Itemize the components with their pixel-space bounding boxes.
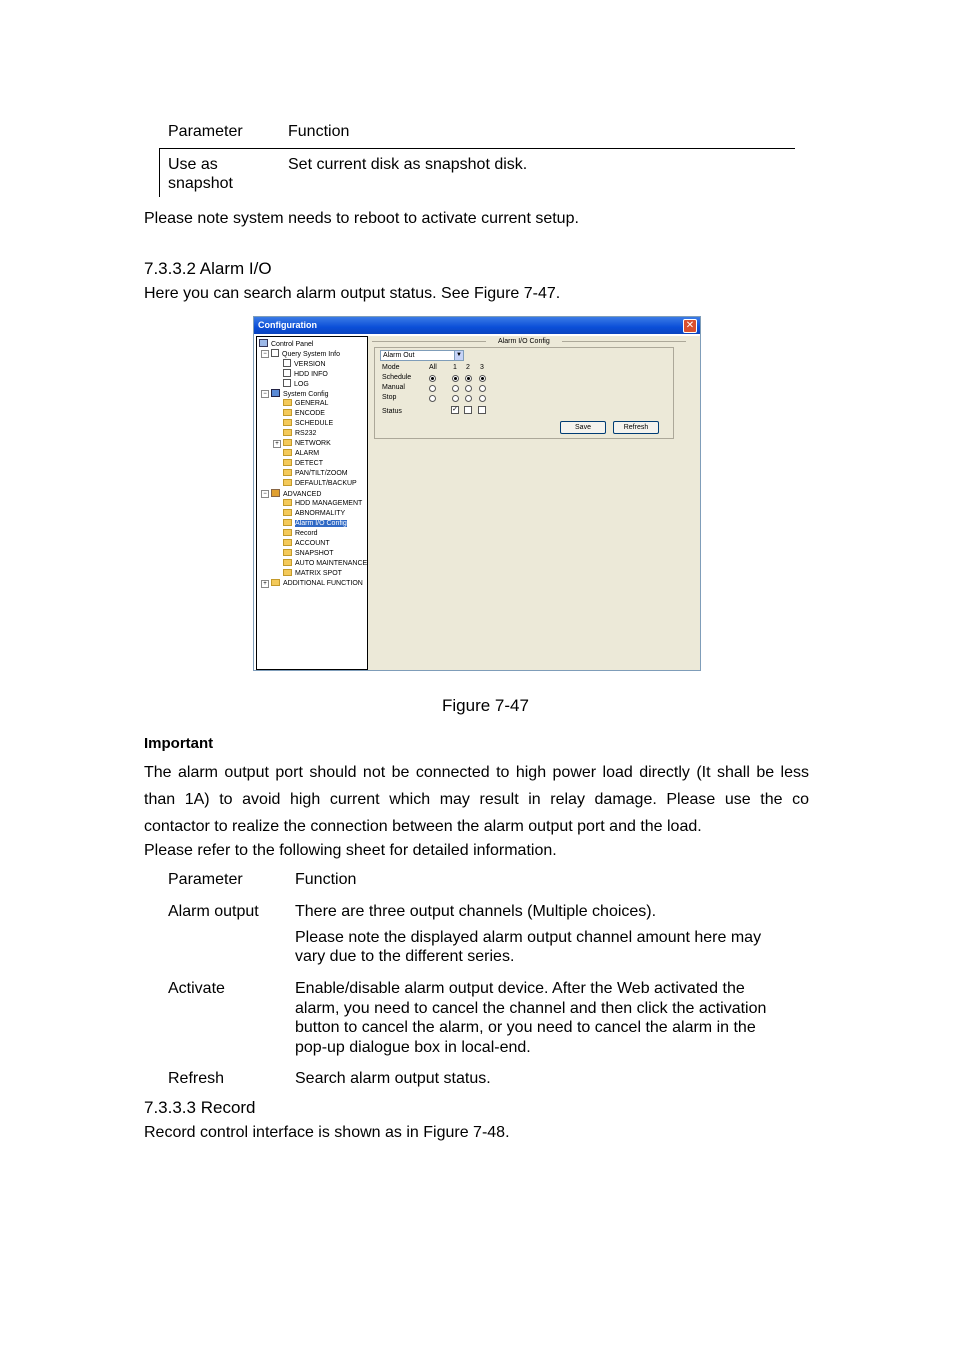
- tree-item-schedule[interactable]: [283, 419, 333, 428]
- important-title: Important: [144, 735, 214, 752]
- tree-item-system-config[interactable]: [271, 389, 329, 399]
- refer-sheet-note: Please refer to the following sheet for detailed information.: [144, 842, 557, 859]
- tree-label: SNAPSHOT: [295, 550, 334, 557]
- table2-refresh-param: Refresh: [168, 1070, 225, 1087]
- tree-label: Control Panel: [271, 341, 314, 348]
- tree-label: DEFAULT/BACKUP: [295, 480, 357, 487]
- tree-label: DETECT: [295, 460, 323, 467]
- folder-icon: [283, 449, 292, 456]
- folder-icon: [283, 529, 292, 536]
- table2-activate-l1: Enable/disable alarm output device. After the Web activated the: [295, 980, 745, 997]
- tree-item-default-backup[interactable]: [283, 479, 357, 488]
- row-label-manual: Manual: [382, 384, 405, 391]
- radio-manual-3[interactable]: [479, 385, 486, 392]
- table1-header-function: Function: [288, 123, 350, 140]
- table2-alarm-output-func2b: vary due to the different series.: [295, 948, 515, 965]
- radio-manual-1[interactable]: [452, 385, 459, 392]
- folder-icon: [283, 469, 292, 476]
- table2-activate-param: Activate: [168, 980, 225, 997]
- tree-item-control-panel[interactable]: [259, 339, 313, 349]
- tree-label: Query System Info: [282, 351, 340, 358]
- window-titlebar: [254, 317, 700, 334]
- radio-stop-2[interactable]: [465, 395, 472, 402]
- table2-header-param: Parameter: [168, 871, 243, 888]
- panel-title-rule-right: [562, 341, 686, 342]
- alarm-type-dropdown[interactable]: [380, 350, 464, 361]
- tree-item-auto-maintenance[interactable]: [283, 559, 367, 568]
- table2-activate-l3: button to cancel the alarm, or you need to cancel the alarm in the: [295, 1019, 756, 1036]
- tree-item-advanced[interactable]: [271, 489, 321, 499]
- chevron-down-icon: ▼: [454, 351, 463, 360]
- document-icon: [271, 349, 279, 357]
- tree-item-network[interactable]: [283, 439, 331, 448]
- tree-label: System Config: [283, 391, 329, 398]
- table1-row-param: [168, 155, 233, 193]
- folder-icon: [283, 419, 292, 426]
- tree-label: ACCOUNT: [295, 540, 330, 547]
- tree-item-matrix-spot[interactable]: [283, 569, 342, 578]
- row-label-status: Status: [382, 408, 402, 415]
- tree-label: RS232: [295, 430, 317, 437]
- save-button[interactable]: Save: [560, 421, 606, 434]
- folder-icon: [283, 459, 292, 466]
- reboot-note: Please note system needs to reboot to activate current setup.: [144, 210, 579, 227]
- tree-item-log[interactable]: [283, 379, 309, 389]
- collapse-icon[interactable]: −: [261, 490, 269, 498]
- table1-row-param-line2: snapshot: [168, 175, 233, 192]
- folder-icon: [283, 399, 292, 406]
- tree-item-abnormality[interactable]: [283, 509, 345, 518]
- radio-manual-all[interactable]: [429, 385, 436, 392]
- tree-label: ADDITIONAL FUNCTION: [283, 580, 363, 587]
- table2-activate-l2: alarm, you need to cancel the channel and then click the activation: [295, 1000, 767, 1017]
- tree-label-selected: Alarm I/O Config: [295, 520, 347, 527]
- refresh-button[interactable]: Refresh: [613, 421, 659, 434]
- panel-title-rule-left: [372, 341, 486, 342]
- tree-item-record[interactable]: [283, 529, 318, 538]
- collapse-icon[interactable]: −: [261, 350, 269, 358]
- column-header-1: 1: [453, 364, 457, 371]
- column-header-3: 3: [480, 364, 484, 371]
- table1-row-param-line1: Use as: [168, 156, 218, 173]
- tree-label: VERSION: [294, 361, 326, 368]
- tree-label: MATRIX SPOT: [295, 570, 342, 577]
- table2-alarm-output-func2a: Please note the displayed alarm output channel amount here may: [295, 929, 762, 946]
- collapse-icon[interactable]: −: [261, 390, 269, 398]
- radio-manual-2[interactable]: [465, 385, 472, 392]
- tree-label: HDD MANAGEMENT: [295, 500, 363, 507]
- alarm-io-config-panel: [368, 336, 700, 670]
- table2-activate-l4: pop-up dialogue box in local-end.: [295, 1039, 531, 1056]
- expand-icon[interactable]: +: [273, 440, 281, 448]
- folder-icon: [283, 539, 292, 546]
- window-title: Configuration: [258, 320, 317, 330]
- section-intro-record: Record control interface is shown as in Figure 7-48.: [144, 1124, 510, 1141]
- config-tree: [256, 336, 368, 670]
- tree-label: ALARM: [295, 450, 320, 457]
- tree-label: SCHEDULE: [295, 420, 334, 427]
- folder-icon: [283, 569, 292, 576]
- document-icon: [283, 369, 291, 377]
- figure-caption: Figure 7-47: [442, 696, 529, 715]
- status-checkbox-3[interactable]: [478, 406, 486, 414]
- tree-item-general[interactable]: [283, 399, 328, 408]
- tree-item-alarm[interactable]: [283, 449, 319, 458]
- folder-icon: [283, 429, 292, 436]
- table2-refresh-func: Search alarm output status.: [295, 1070, 491, 1087]
- important-line-3: contactor to realize the connection between the alarm output port and the load.: [144, 818, 702, 835]
- tree-item-query-system-info[interactable]: [271, 349, 340, 359]
- table1-left-border: [159, 149, 160, 197]
- panel-title: Alarm I/O Config: [498, 338, 550, 345]
- folder-icon: [283, 409, 292, 416]
- section-heading-alarm-io: 7.3.3.2 Alarm I/O: [144, 259, 272, 278]
- radio-schedule-2[interactable]: [465, 375, 472, 382]
- document-icon: [283, 379, 291, 387]
- table2-header-function: Function: [295, 871, 357, 888]
- tree-item-account[interactable]: [283, 539, 330, 548]
- tree-label: NETWORK: [295, 440, 331, 447]
- folder-icon: [283, 549, 292, 556]
- tree-item-pan-tilt-zoom[interactable]: [283, 469, 348, 478]
- folder-icon: [283, 519, 292, 526]
- tree-label: ABNORMALITY: [295, 510, 346, 517]
- table1-row-function: Set current disk as snapshot disk.: [288, 156, 528, 173]
- status-checkbox-1[interactable]: ✓: [452, 406, 458, 413]
- table2-alarm-output-func1: There are three output channels (Multiple choices).: [295, 903, 657, 920]
- important-line-1: The alarm output port should not be connected to high power load directly (It shall be less: [144, 764, 809, 781]
- configuration-window: [253, 316, 701, 671]
- dropdown-value: Alarm Out: [383, 352, 415, 359]
- column-header-2: 2: [466, 364, 470, 371]
- tree-label: AUTO MAINTENANCE: [295, 560, 368, 567]
- tree-item-additional-function[interactable]: [271, 579, 363, 588]
- section-intro-alarm-io: Here you can search alarm output status. See Figure 7-47.: [144, 285, 561, 302]
- status-checkbox-2[interactable]: [464, 406, 472, 414]
- row-label-stop: Stop: [382, 394, 397, 401]
- folder-icon: [271, 579, 280, 586]
- system-config-icon: [271, 389, 280, 397]
- radio-schedule-all[interactable]: [429, 375, 436, 382]
- tree-label: HDD INFO: [294, 371, 328, 378]
- close-icon[interactable]: ✕: [683, 319, 697, 333]
- column-header-all: All: [429, 364, 437, 371]
- folder-icon: [283, 499, 292, 506]
- important-line-2: than 1A) to avoid high current which may result in relay damage. Please use the co: [144, 791, 809, 808]
- tree-item-hdd-info[interactable]: [283, 369, 328, 379]
- tree-label: PAN/TILT/ZOOM: [295, 470, 348, 477]
- tree-item-rs232[interactable]: [283, 429, 316, 438]
- row-label-schedule: Schedule: [382, 374, 412, 381]
- radio-schedule-1[interactable]: [452, 375, 459, 382]
- tree-item-alarm-io-config[interactable]: [283, 519, 347, 528]
- tree-item-detect[interactable]: [283, 459, 323, 468]
- tree-item-version[interactable]: [283, 359, 326, 369]
- tree-label: Record: [295, 530, 318, 537]
- tree-item-snapshot[interactable]: [283, 549, 334, 558]
- folder-icon: [283, 559, 292, 566]
- expand-icon[interactable]: +: [261, 580, 269, 588]
- tree-label: ADVANCED: [283, 491, 322, 498]
- tree-item-hdd-management[interactable]: [283, 499, 362, 508]
- row-label-mode: Mode: [382, 364, 400, 371]
- table2-alarm-output-param: Alarm output: [168, 903, 259, 920]
- radio-stop-3[interactable]: [479, 395, 486, 402]
- radio-stop-all[interactable]: [429, 395, 436, 402]
- table1-header-param: Parameter: [168, 123, 243, 140]
- advanced-icon: [271, 489, 280, 497]
- folder-icon: [283, 439, 292, 446]
- tree-label: LOG: [294, 381, 309, 388]
- radio-schedule-3[interactable]: [479, 375, 486, 382]
- document-icon: [283, 359, 291, 367]
- radio-stop-1[interactable]: [452, 395, 459, 402]
- control-panel-icon: [259, 339, 268, 347]
- folder-icon: [283, 479, 292, 486]
- table1-header-rule: [159, 148, 795, 149]
- folder-icon: [283, 509, 292, 516]
- tree-item-encode[interactable]: [283, 409, 325, 418]
- tree-label: ENCODE: [295, 410, 325, 417]
- tree-label: GENERAL: [295, 400, 329, 407]
- section-heading-record: 7.3.3.3 Record: [144, 1098, 256, 1117]
